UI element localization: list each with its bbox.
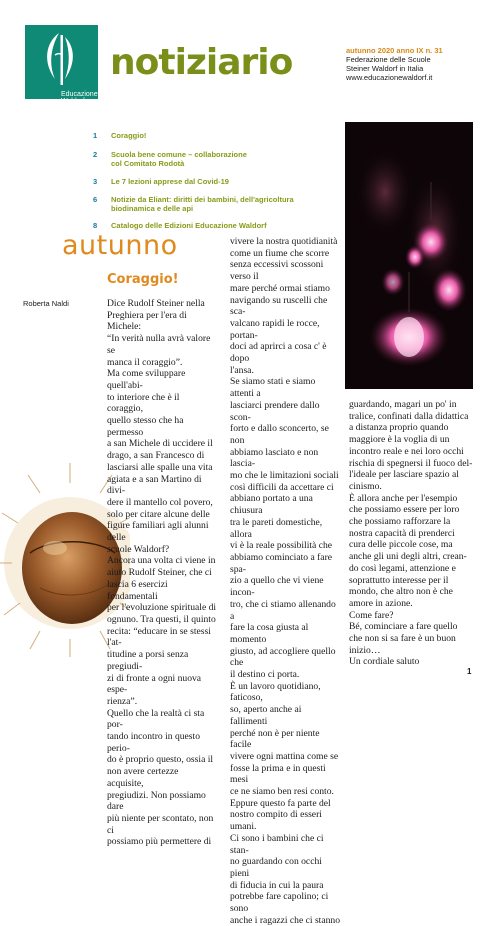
article-line: zi di fronte a ogni nuova espe- — [107, 672, 202, 696]
article-line: “In verità nulla avrà valore se — [107, 333, 211, 356]
article-line: drago, a san Francesco di — [107, 450, 205, 462]
article-line: tro, che ci stiamo allenando a — [230, 598, 336, 622]
article-line: Quello che la realtà ci sta por- — [107, 707, 205, 731]
article-line: lasciarci prendere dallo scon- — [230, 399, 320, 423]
article-line: Bé, cominciare a fare quello — [349, 621, 458, 633]
toc-title: Le 7 lezioni apprese dal Covid-19 — [111, 177, 229, 186]
article-line: doci ad aprirci a cosa c' è dopo — [230, 341, 327, 365]
issue-info — [346, 46, 443, 82]
article-line: navigando su ruscelli che sca- — [230, 294, 328, 318]
article-line: zio a quello che vi viene incon- — [230, 575, 324, 599]
article-line: possiamo più permettere di — [107, 836, 212, 848]
article-line: valcano rapidi le rocce, portan- — [230, 317, 320, 341]
article-line: ce ne siamo ben resi conto. — [230, 786, 334, 798]
article-line: to interiore che è il coraggio, — [107, 391, 180, 415]
article-line: mondo, che altro non è che — [349, 586, 453, 598]
article-line: fosse la prima e in questi mesi — [230, 762, 326, 786]
logo-mark-icon — [25, 25, 98, 99]
article-line: amore in azione. — [349, 597, 413, 609]
article-line: che non si sa fare è un buon — [349, 633, 456, 645]
article-line: a san Michele di uccidere il — [107, 438, 213, 450]
article-line: più niente per scontato, non ci — [107, 812, 214, 836]
article-line: mo che le limitazioni sociali — [230, 470, 339, 482]
article-line: potrebbe fare capolino; ci sono — [230, 891, 329, 915]
article-line: di fiducia in cui la paura — [230, 879, 324, 891]
article-author: Roberta Naldi — [23, 299, 69, 308]
article-line: do così legami, attenzione e — [349, 562, 456, 574]
article-line: manca il coraggio”. — [107, 356, 183, 368]
article-line: l'ideale per lasciare spazio al — [349, 469, 459, 481]
article-column-1 — [107, 298, 217, 848]
toc-title-cont: biodinamica e delle api — [111, 204, 194, 213]
article-column-2 — [230, 236, 341, 926]
article-line: Dice Rudolf Steiner nella — [107, 298, 205, 309]
article-line: Se siamo stati e siamo attenti a — [230, 376, 316, 400]
article-line: Ma come sviluppare quell'abi- — [107, 368, 186, 391]
logo — [25, 25, 98, 105]
article-line: aiuto Rudolf Steiner, che ci — [107, 567, 212, 579]
toc-title: Coraggio! — [111, 131, 147, 140]
article-line: guardando, magari un po' in — [349, 399, 457, 410]
logo-text — [61, 91, 98, 105]
publisher-line-2: Steiner Waldorf in Italia — [346, 64, 424, 73]
article-line: fare la cosa giusta al momento — [230, 622, 309, 645]
article-line: Ancora una volta ci viene in — [107, 555, 216, 567]
article-line: mare perché ormai stiamo — [230, 282, 330, 294]
toc-page-number: 8 — [93, 221, 98, 230]
article-line: che possiamo essere per loro — [349, 504, 460, 516]
article-line: a distanza proprio quando — [349, 422, 449, 434]
issue-edition: autunno 2020 anno IX n. 31 — [346, 46, 443, 55]
logo-line-2: Waldorf — [61, 98, 85, 105]
article-line: do è proprio questo, ossia il — [107, 754, 214, 766]
article-line: giusto, ad accogliere quello che — [230, 645, 336, 669]
article-line: titudine a porsi senza pregiudi- — [107, 649, 189, 672]
masthead-title: notiziario — [110, 42, 293, 83]
article-line: anche i ragazzi che ci stanno — [230, 914, 341, 926]
article-line: quello stesso che ha permesso — [107, 415, 184, 438]
article-line: so, aperto anche ai fallimenti — [230, 704, 302, 727]
article-line: dere il mantello col povero, — [107, 496, 213, 508]
article-line: forto e dallo sconcerto, se non — [230, 423, 329, 446]
article-line: È un lavoro quotidiano, faticoso, — [230, 680, 321, 704]
article-line: no guardando con occhi pieni — [230, 856, 322, 879]
article-line: tra le pareti domestiche, allora — [230, 516, 323, 540]
article-line: È allora anche per l'esempio — [349, 492, 458, 504]
article-line: abbiamo lasciato e non lascia- — [230, 446, 319, 470]
article-line: come un fiume che scorre — [230, 247, 330, 259]
article-line: soprattutto interesse per il — [349, 574, 449, 586]
article-line: anche gli uni degli altri, crean- — [349, 551, 467, 563]
article-line: abbiamo cominciato a fare spa- — [230, 551, 333, 575]
toc-title: Scuola bene comune – collaborazione — [111, 150, 247, 159]
article-line: lascia 6 esercizi fondamentali — [107, 578, 168, 602]
article-line: non avere certezze acquisite, — [107, 766, 179, 789]
article-line: Come fare? — [349, 609, 394, 621]
toc-title: Catalogo delle Edizioni Educazione Waldorf — [111, 221, 267, 230]
toc-title: Notizie da Eliant: diritti dei bambini, dell'agricoltura — [111, 195, 294, 204]
article-line: Ci sono i bambini che ci stan- — [230, 832, 324, 856]
article-line: maggiore è la voglia di un — [349, 434, 450, 446]
article-line: senza eccessivi scossoni verso il — [230, 259, 324, 283]
article-line: umani. — [230, 821, 257, 833]
article-line: nostro compito di esseri — [230, 809, 322, 821]
section-title: autunno — [62, 230, 178, 261]
article-line: così difficili da accettare ci — [230, 481, 334, 493]
page-number: 1 — [467, 667, 472, 676]
article-line: incontro reale e nei loro occhi — [349, 445, 464, 457]
article-line: il destino ci porta. — [230, 669, 300, 681]
article-line: l'ansa. — [230, 364, 254, 376]
article-line: abbiano portato a una chiusura — [230, 493, 313, 517]
toc-title-cont: col Comitato Rodotà — [111, 159, 185, 168]
article-line: inizio… — [349, 644, 381, 656]
article-line: lasciarsi alle spalle una vita — [107, 461, 213, 473]
article-line: cinismo. — [349, 480, 382, 492]
toc-page-number: 2 — [93, 150, 98, 159]
logo-line-1: Educazione — [61, 91, 98, 98]
article-line: nostra capacità di prenderci — [349, 527, 455, 539]
article-line: Un cordiale saluto — [349, 656, 420, 668]
article-line: scuole Waldorf? — [107, 543, 170, 555]
article-line: tralice, confinati dalla didattica — [349, 410, 469, 422]
article-line: Preghiera per l'era di Michele: — [107, 309, 187, 333]
article-line: vivere ogni mattina come se — [230, 750, 339, 762]
article-line: Eppure questo fa parte del — [230, 797, 331, 809]
toc-page-number: 1 — [93, 131, 98, 140]
article-line: rienza”. — [107, 695, 138, 707]
toc-page-number: 3 — [93, 177, 98, 186]
lantern-photo — [345, 122, 473, 389]
article-line: pregiudizi. Non possiamo dare — [107, 789, 206, 813]
publisher-line-1: Federazione delle Scuole — [346, 55, 431, 64]
article-line: per l'evoluzione spirituale di — [107, 602, 217, 614]
article-line: che possiamo rafforzare la — [349, 516, 451, 528]
toc-page-number: 6 — [93, 195, 98, 204]
website-link[interactable]: www.educazionewaldorf.it — [346, 73, 433, 82]
article-line: figure familiari agli alunni delle — [107, 520, 209, 544]
article-line: vivere la nostra quotidianità — [230, 236, 338, 247]
article-line: cura delle piccole cose, ma — [349, 539, 453, 551]
article-line: tando incontro in questo perio- — [107, 731, 200, 754]
article-line: solo per citare alcune delle — [107, 508, 210, 520]
article-headline: Coraggio! — [107, 272, 179, 287]
article-line: recita: “educare in se stessi l'at- — [107, 625, 211, 649]
article-line: vi è la reale possibilità che — [230, 540, 333, 552]
article-line: ognuno. Tra questi, il quinto — [107, 613, 216, 625]
article-line: agiata e a san Martino di divi- — [107, 473, 202, 497]
article-line: perché non è per niente facile — [230, 727, 320, 751]
article-line: rischia di spegnersi il fuoco del- — [349, 457, 473, 469]
article-column-3 — [349, 399, 473, 668]
